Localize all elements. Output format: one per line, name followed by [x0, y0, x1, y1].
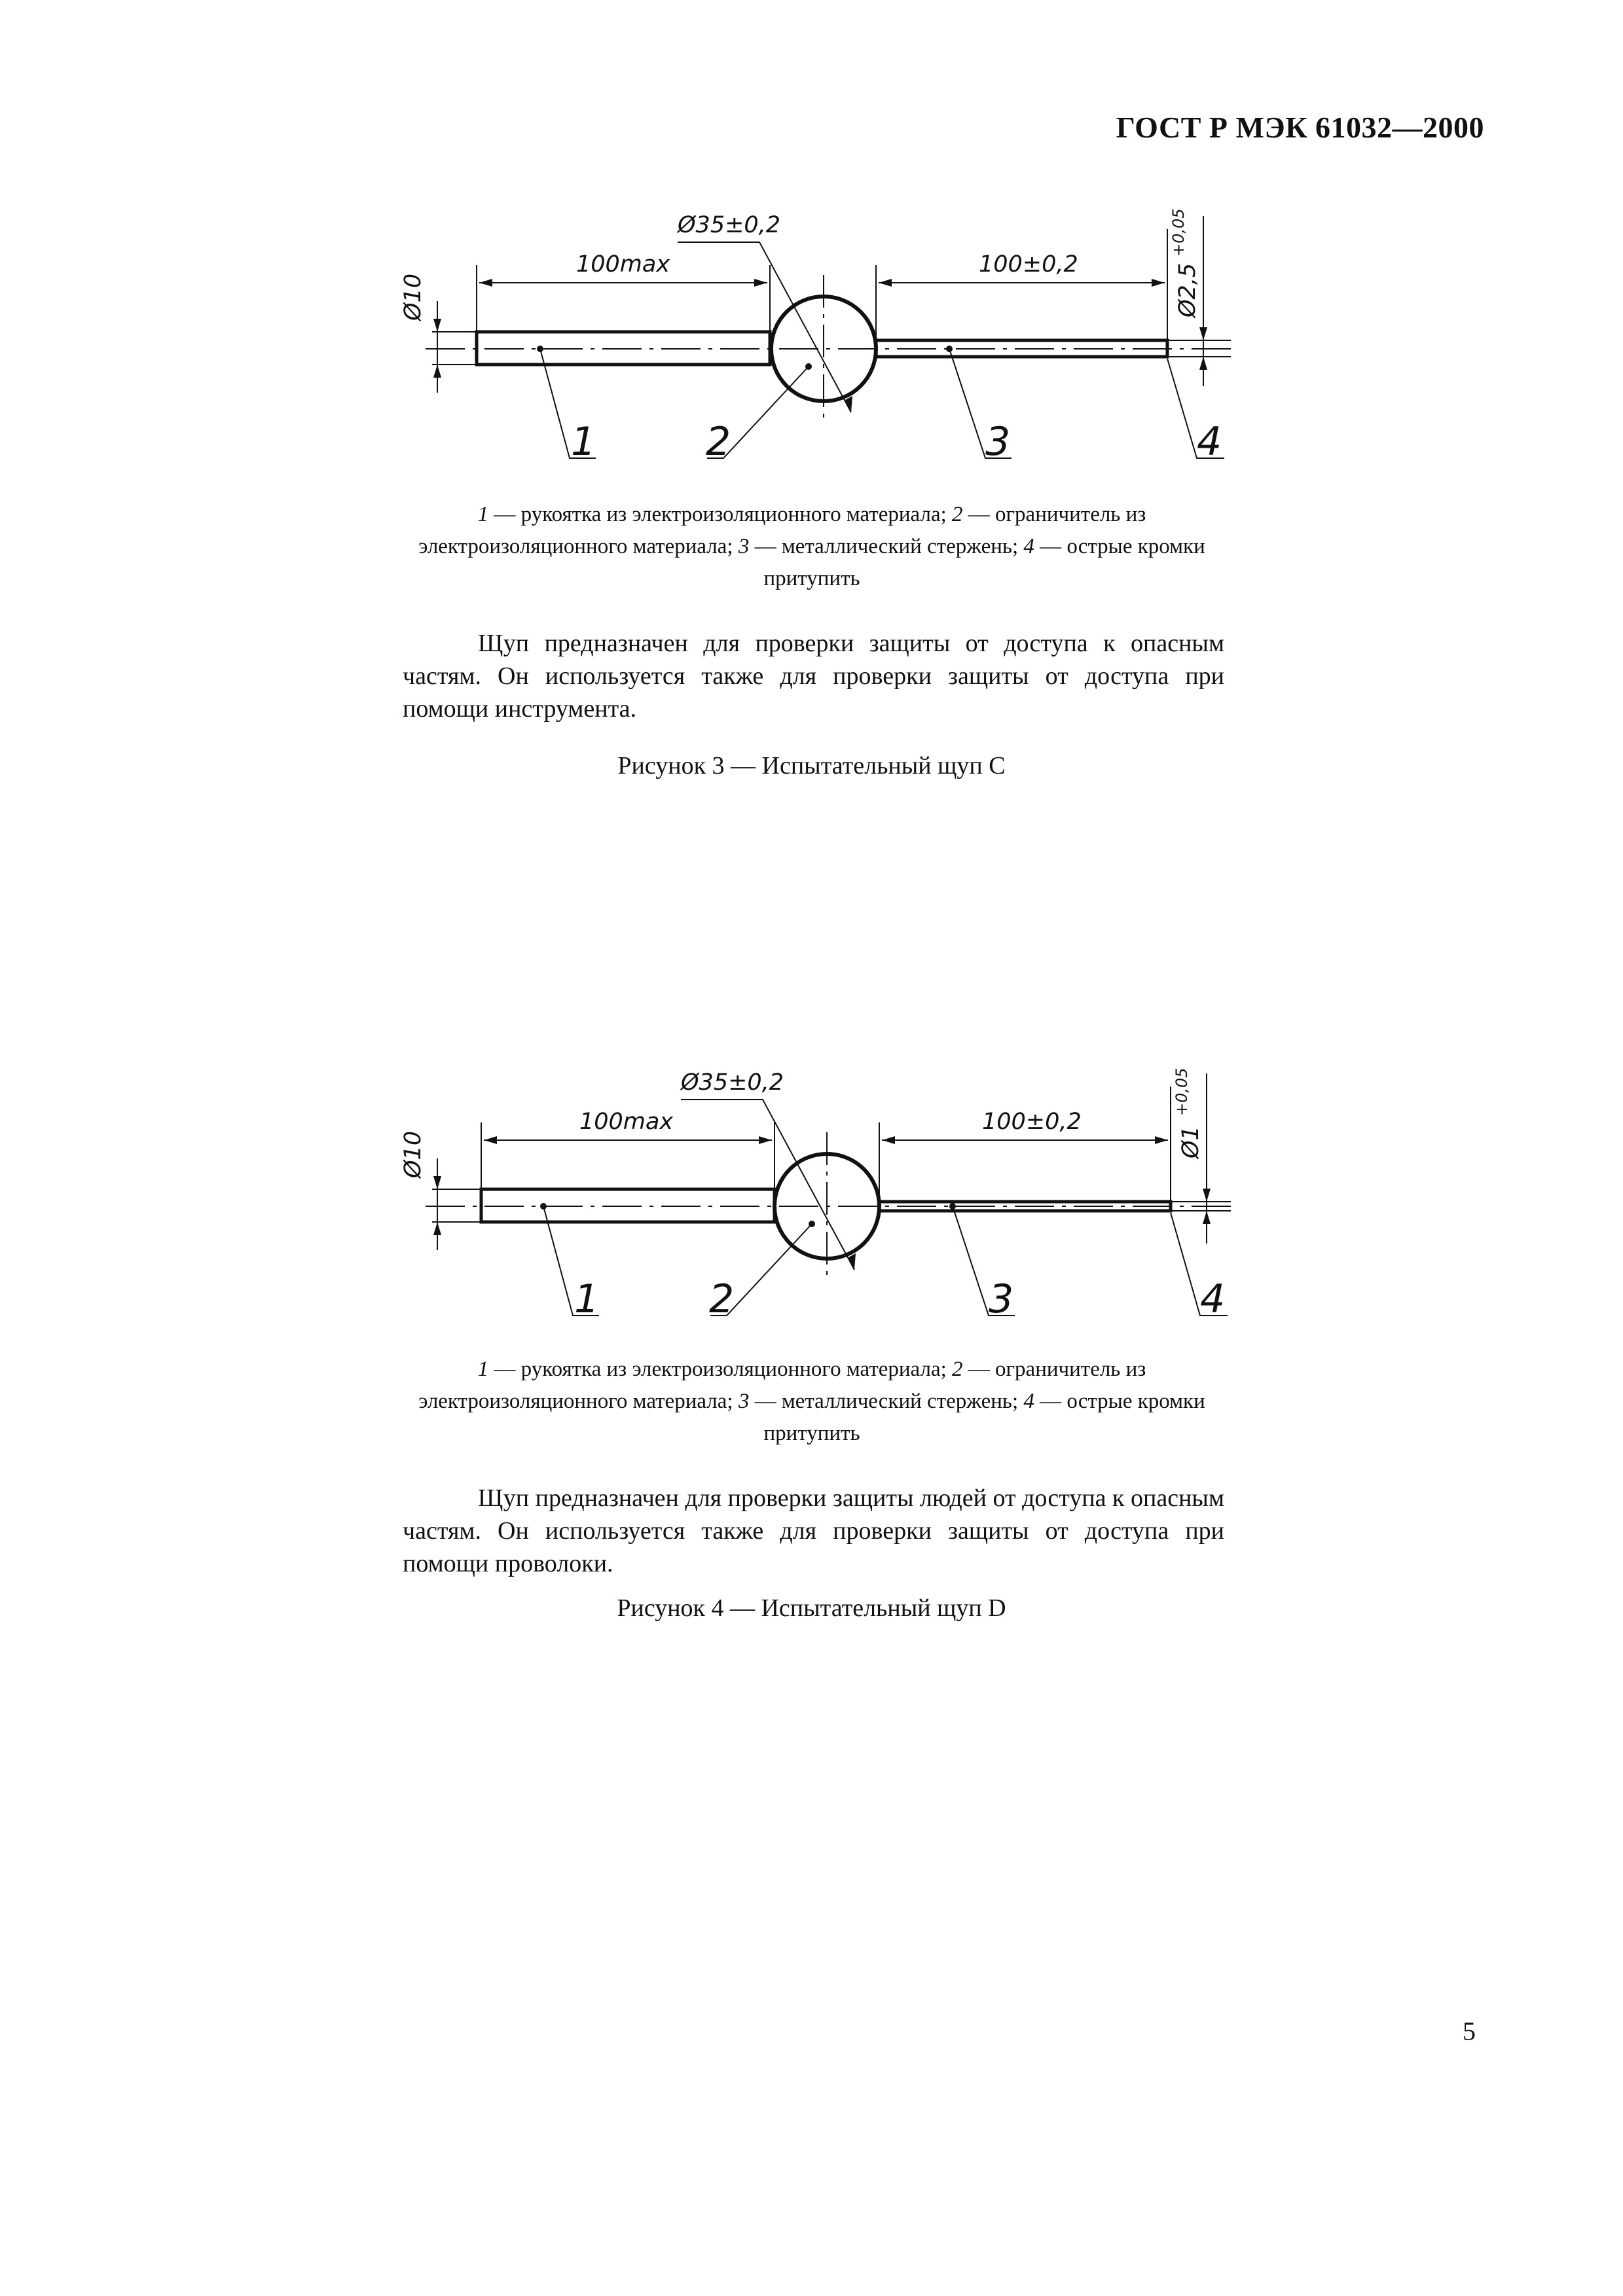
figure-3-drawing: [380, 196, 1257, 484]
probe-d-drawing: [380, 1054, 1257, 1342]
figure-4-caption: Рисунок 4 — Испытательный щуп D: [617, 1594, 1006, 1622]
figure-3-description: Щуп предназначен для проверки защиты от доступа к опасным частям. Он используется также для проверки защиты от доступа при помощи инструмента.: [403, 630, 1224, 723]
legend-num-2: 2: [952, 1357, 963, 1381]
figure-4-drawing: [380, 1054, 1257, 1342]
callout-1: 1: [574, 1276, 600, 1322]
standard-header: ГОСТ Р МЭК 61032—2000: [1116, 111, 1484, 144]
dim-rod-length: 100±0,2: [979, 251, 1078, 278]
figure-3-legend: 1 — рукоятка из электроизоляционного материала; 2 — ограничитель из электроизоляционного материала; 3 — металлический стержень; 4 — острые кромки притупить: [418, 503, 1205, 590]
callout-3: 3: [989, 1276, 1014, 1322]
dim-rod-diameter: Ø2,5: [1175, 262, 1201, 317]
callout-4: 4: [1200, 1276, 1226, 1322]
callout-1: 1: [571, 419, 596, 465]
dim-handle-diameter: Ø10: [400, 1130, 426, 1178]
dim-rod-length: 100±0,2: [982, 1109, 1082, 1135]
legend-num-1: 1: [477, 503, 489, 526]
figure-4-description: Щуп предназначен для проверки защиты людей от доступа к опасным частям. Он используется также для проверки защиты от доступа при помощи проволоки.: [403, 1484, 1224, 1577]
callout-3: 3: [985, 419, 1011, 465]
dim-rod-tolerance: +0,05: [1173, 1067, 1191, 1116]
dim-rod-tolerance: +0,05: [1169, 208, 1188, 257]
callout-2: 2: [706, 419, 731, 465]
legend-num-3: 3: [738, 1390, 750, 1413]
dim-handle-length: 100max: [576, 251, 670, 278]
page-number: 5: [1463, 2017, 1476, 2046]
dim-rod-diameter: Ø1: [1178, 1126, 1204, 1158]
callout-4: 4: [1197, 419, 1222, 465]
legend-num-4: 4: [1023, 1390, 1034, 1413]
legend-num-4: 4: [1023, 535, 1034, 558]
probe-c-drawing: [380, 196, 1257, 484]
figure-3-caption: Рисунок 3 — Испытательный щуп С: [617, 752, 1006, 780]
figure-4-legend: 1 — рукоятка из электроизоляционного материала; 2 — ограничитель из электроизоляционного материала; 3 — металлический стержень; 4 — острые кромки притупить: [418, 1357, 1205, 1445]
legend-num-1: 1: [477, 1357, 489, 1381]
dim-handle-diameter: Ø10: [400, 273, 426, 321]
dim-handle-length: 100max: [579, 1109, 674, 1135]
legend-num-2: 2: [952, 503, 963, 526]
dim-sphere-diameter: Ø35±0,2: [681, 1069, 784, 1096]
callout-2: 2: [709, 1276, 735, 1322]
dim-sphere-diameter: Ø35±0,2: [678, 212, 781, 238]
legend-num-3: 3: [738, 535, 750, 558]
